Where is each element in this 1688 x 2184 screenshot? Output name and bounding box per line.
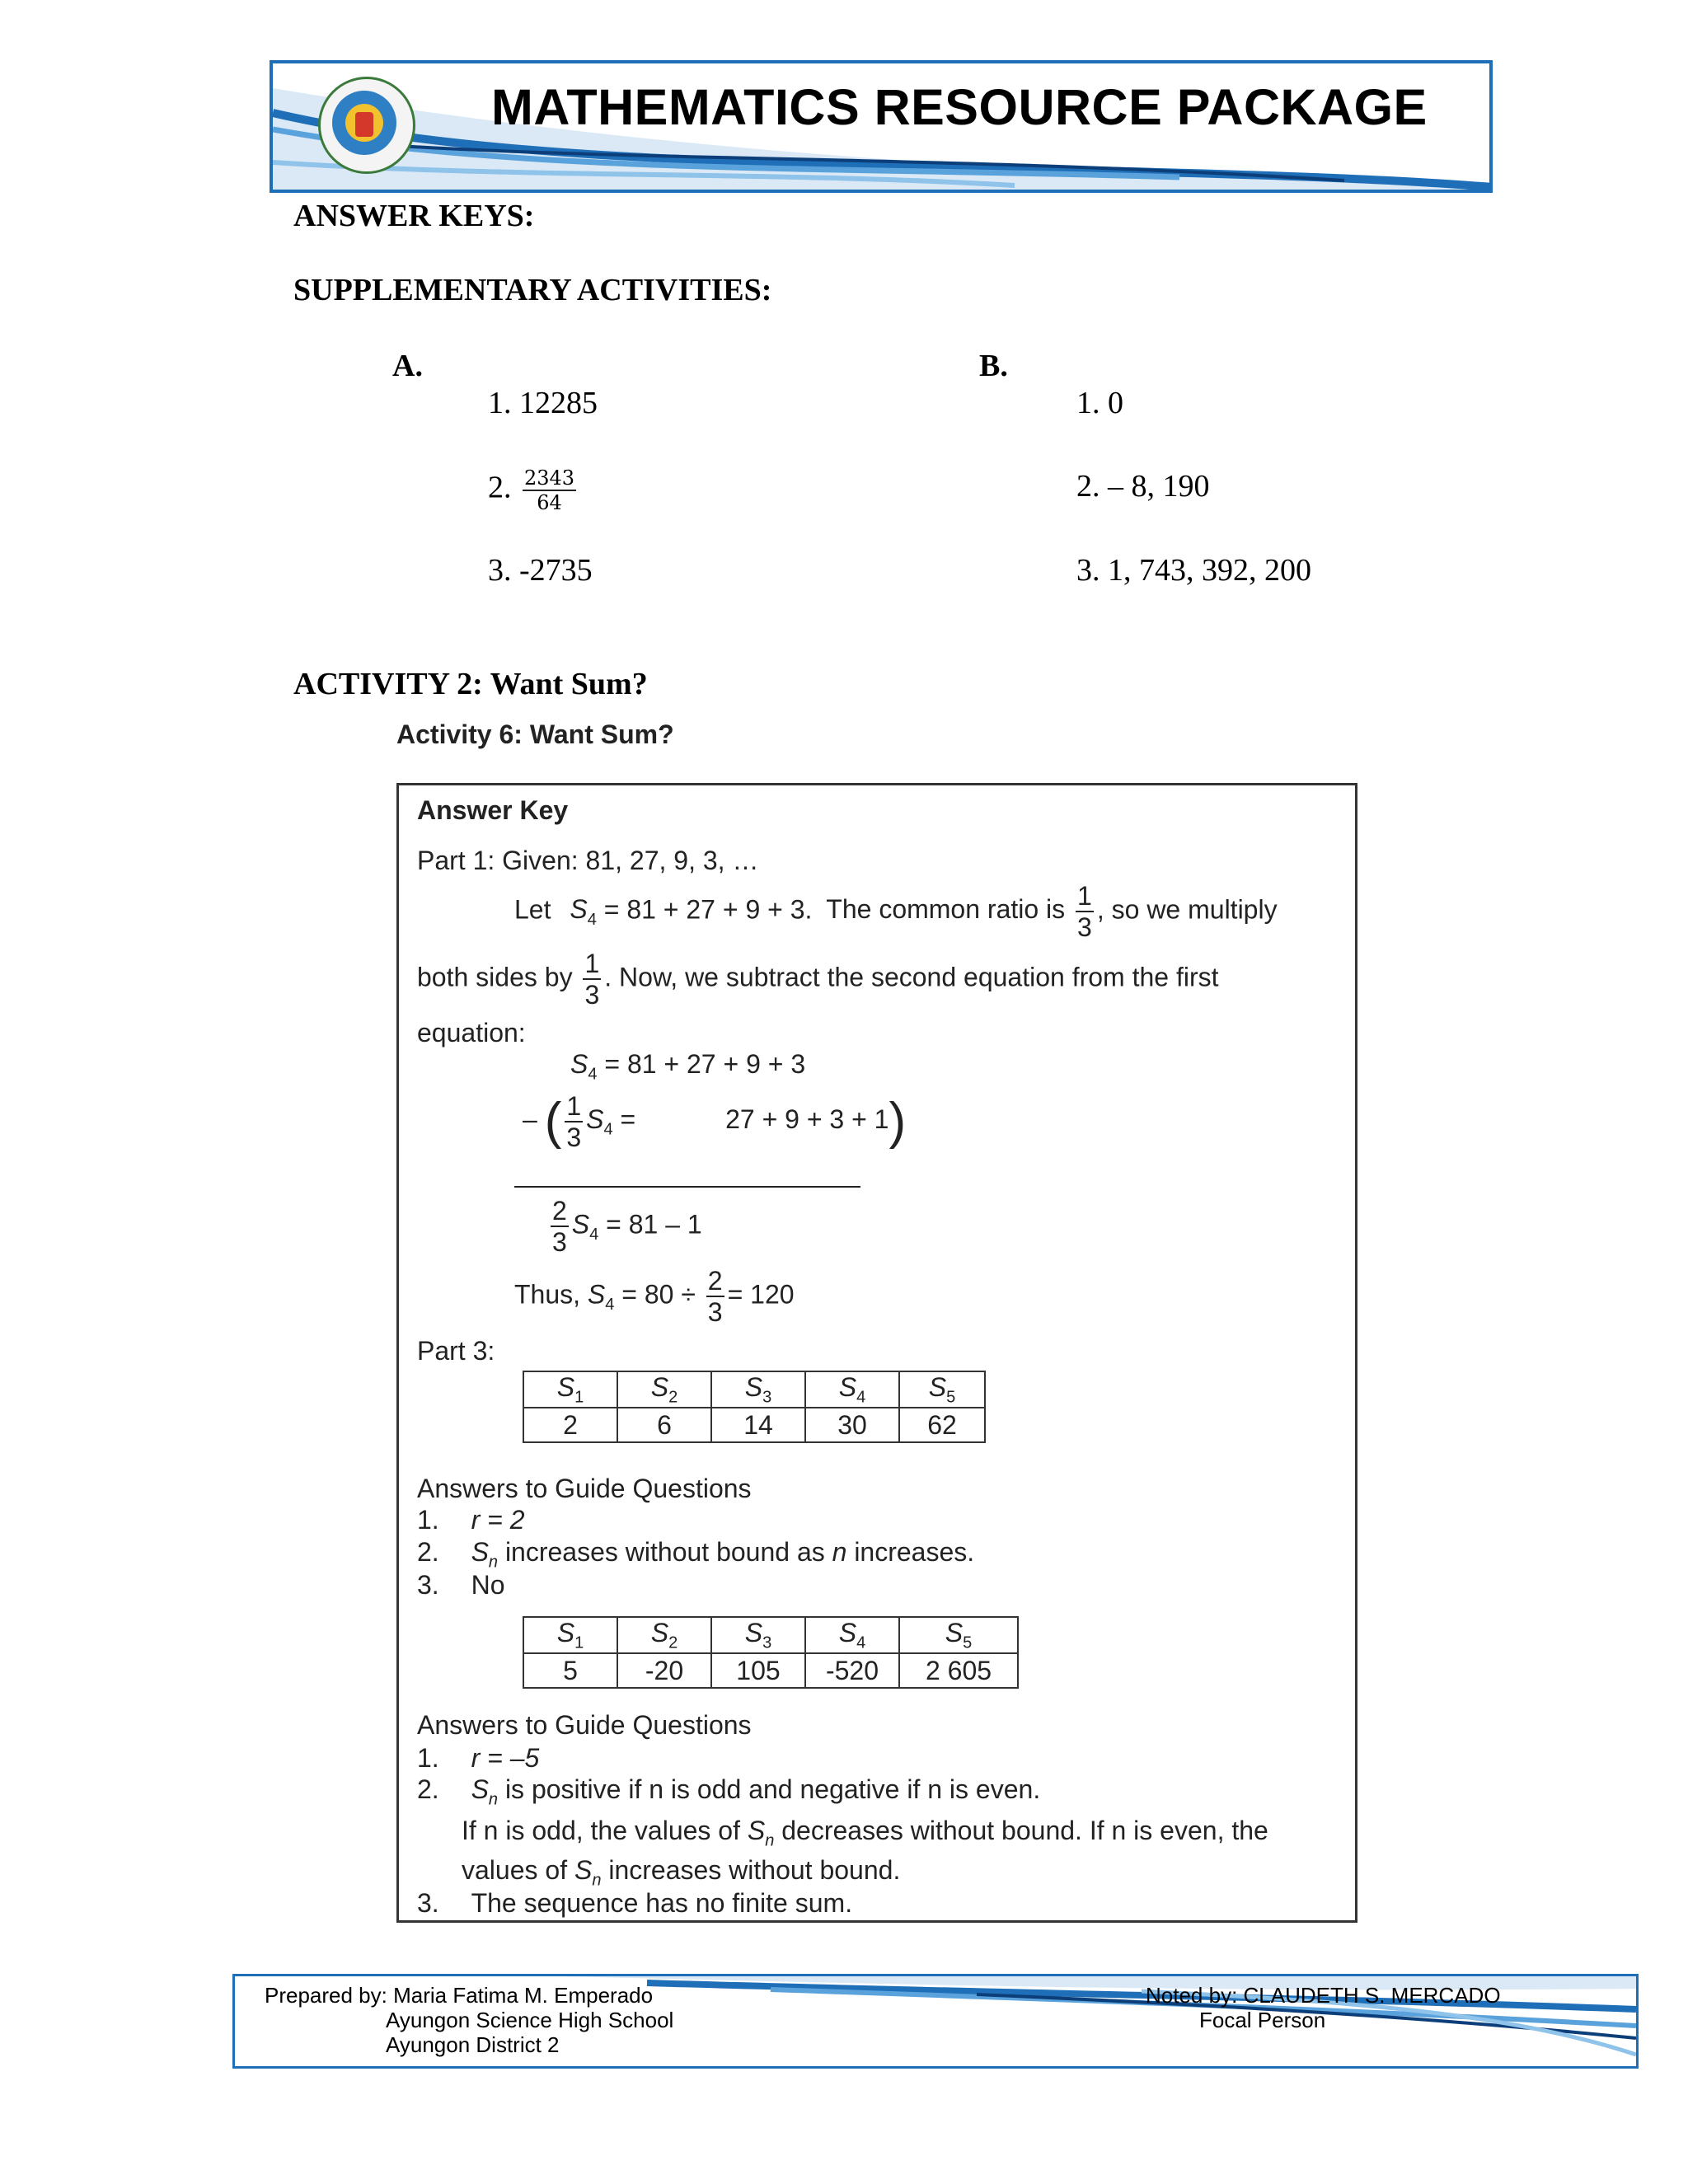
guide2-q2: 2. $S_n$ is positive if n is odd and negative if n is even. — [417, 1774, 1041, 1809]
activity6-subheading: Activity 6: Want Sum? — [396, 719, 674, 749]
guide1-heading: Answers to Guide Questions — [417, 1474, 752, 1503]
sums-table-2 — [523, 1616, 1019, 1689]
guide1-q1: 1. r = 2 — [417, 1505, 525, 1535]
school-name: Ayungon Science High School — [386, 2008, 674, 2032]
table-cell: -20 — [617, 1653, 711, 1688]
activity2-heading: ACTIVITY 2: Want Sum? — [293, 667, 648, 701]
equation-2: – ( $\frac{1}{3}$ $S_4 = 27 + 9 + 3 + 1$) — [523, 1090, 907, 1152]
frac-numerator: 2343 — [524, 466, 575, 490]
b-answer-3: 3. 1, 743, 392, 200 — [1076, 553, 1311, 588]
table-cell: $S_2$ — [617, 1371, 711, 1408]
focal-person: Focal Person — [1199, 2008, 1326, 2032]
deped-seal-logo — [318, 77, 415, 174]
table-cell: $S_4$ — [805, 1371, 899, 1408]
guide2-q2-line3: values of $S_n$ increases without bound. — [462, 1855, 901, 1890]
answer-keys-heading: ANSWER KEYS: — [293, 199, 535, 233]
table-cell: 2 — [523, 1408, 617, 1442]
table-cell: $S_1$ — [523, 1371, 617, 1408]
part1-given: Part 1: Given: 81, 27, 9, 3, … — [417, 846, 759, 875]
table-cell: 14 — [711, 1408, 805, 1442]
equation-label: equation: — [417, 1018, 526, 1047]
table-cell: $S_3$ — [711, 1617, 805, 1653]
guide1-q3: 3. No — [417, 1570, 505, 1600]
table-cell: $S_2$ — [617, 1617, 711, 1653]
table-cell: 30 — [805, 1408, 899, 1442]
table-cell: 2 605 — [899, 1653, 1018, 1688]
part3-label: Part 3: — [417, 1336, 495, 1366]
footer-banner — [232, 1974, 1639, 2069]
sums-table-1 — [523, 1371, 986, 1443]
guide2-q2-line2: If n is odd, the values of $S_n$ decreases without bound. If n is even, the — [462, 1816, 1268, 1850]
b-answer-1: 1. 0 — [1076, 386, 1123, 420]
table-cell: $S_4$ — [805, 1617, 899, 1653]
equation-3: $\frac{2}{3}$ $S_4 = 81 - 1$ — [552, 1196, 702, 1257]
district-name: Ayungon District 2 — [386, 2032, 560, 2057]
table-cell: 6 — [617, 1408, 711, 1442]
table-cell: -520 — [805, 1653, 899, 1688]
answer-key-box — [396, 783, 1357, 1923]
table-cell: 62 — [899, 1408, 985, 1442]
table-cell: $S_5$ — [899, 1617, 1018, 1653]
subtraction-rule — [514, 1186, 860, 1188]
b-answer-2: 2. – 8, 190 — [1076, 469, 1210, 504]
a-answer-2: 2. $\frac{2343}{64}$ — [488, 466, 575, 514]
a-answer-1: 1. 12285 — [488, 386, 598, 420]
answer-key-title: Answer Key — [417, 795, 569, 825]
equation-1: $S_4 = 81 + 27 + 9 + 3$ — [570, 1049, 806, 1084]
supplementary-heading: SUPPLEMENTARY ACTIVITIES: — [293, 273, 772, 307]
thus-line: Thus, $S_4 = 80$ ÷ $\frac{2}{3}$ = 120 — [514, 1266, 795, 1327]
guide2-q3: 3. The sequence has no finite sum. — [417, 1888, 853, 1918]
both-sides-line: both sides by $\frac{1}{3}$ . Now, we subtract the second equation from the first — [417, 949, 1219, 1010]
prepared-by: Prepared by: Maria Fatima M. Emperado — [265, 1983, 654, 2008]
a-answer-3: 3. -2735 — [488, 553, 593, 588]
guide2-heading: Answers to Guide Questions — [417, 1710, 752, 1740]
frac-denominator: 64 — [537, 491, 562, 514]
guide2-q1: 1. r = –5 — [417, 1743, 540, 1773]
let-line: Let $S_4 = 81 + 27 + 9 + 3$. The common ratio is $\frac{1}{3}$ , so we multiply — [514, 881, 1278, 942]
page-title: MATHEMATICS RESOURCE PACKAGE — [491, 79, 1428, 135]
col-a-label: A. — [392, 349, 423, 383]
noted-by: Noted by: CLAUDETH S. MERCADO — [1146, 1983, 1501, 2008]
guide1-q2: 2. $S_n$ increases without bound as n increases. — [417, 1537, 975, 1572]
table-cell: $S_3$ — [711, 1371, 805, 1408]
table-cell: $S_5$ — [899, 1371, 985, 1408]
header-banner — [270, 60, 1493, 193]
table-cell: $S_1$ — [523, 1617, 617, 1653]
table-cell: 5 — [523, 1653, 617, 1688]
table-cell: 105 — [711, 1653, 805, 1688]
col-b-label: B. — [979, 349, 1008, 383]
